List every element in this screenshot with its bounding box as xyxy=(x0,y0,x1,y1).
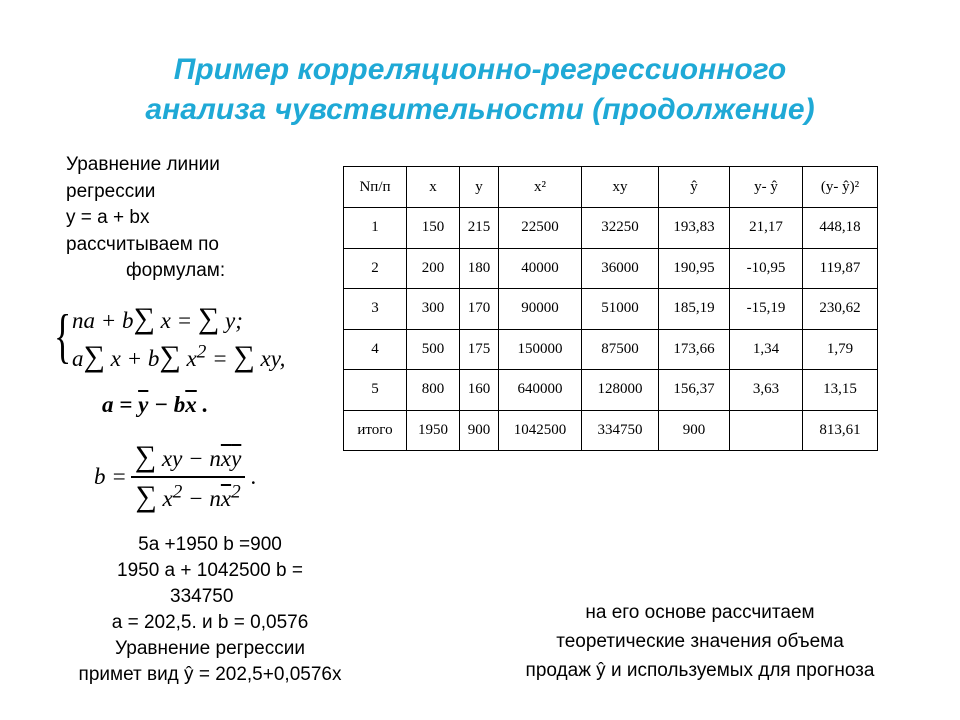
calc-line-6: примет вид ŷ = 202,5+0,0576x xyxy=(78,664,342,685)
table-cell: 500 xyxy=(407,329,460,370)
calculation-table xyxy=(343,166,878,451)
table-cell: 180 xyxy=(460,248,499,289)
table-cell: 21,17 xyxy=(730,208,803,249)
table-cell: 32250 xyxy=(582,208,659,249)
table-cell: 90000 xyxy=(499,289,582,330)
table-cell: 128000 xyxy=(582,370,659,411)
table-cell: 156,37 xyxy=(659,370,730,411)
table-cell: 51000 xyxy=(582,289,659,330)
formula-a: $a = \overline{y} - b\overline{x}$ . xyxy=(102,392,209,417)
header-xy: xy xyxy=(582,167,659,208)
header-y: y xyxy=(460,167,499,208)
table-row xyxy=(344,248,878,289)
table-cell: 190,95 xyxy=(659,248,730,289)
table-cell: 119,87 xyxy=(803,248,878,289)
table-row xyxy=(344,289,878,330)
table-cell: 13,15 xyxy=(803,370,878,411)
header-residual-squared: (y- ŷ)² xyxy=(803,167,878,208)
table-cell: -10,95 xyxy=(730,248,803,289)
table-cell: 900 xyxy=(659,410,730,451)
forecast-note xyxy=(470,598,930,685)
intro-line-4: рассчитываем по xyxy=(66,233,220,255)
system-brace: { xyxy=(54,303,72,369)
calc-line-2: 1950 a + 1042500 b = xyxy=(117,560,303,581)
header-x-squared: x² xyxy=(499,167,582,208)
table-cell: 3,63 xyxy=(730,370,803,411)
intro-line-2: регрессии xyxy=(66,180,156,202)
table-cell xyxy=(730,410,803,451)
table-cell: 22500 xyxy=(499,208,582,249)
calculation-text xyxy=(40,532,380,688)
table-cell: 300 xyxy=(407,289,460,330)
title-line-1: Пример корреляционно-регрессионного xyxy=(173,53,787,86)
table-cell: 150000 xyxy=(499,329,582,370)
header-number: Nп/п xyxy=(344,167,407,208)
header-residual: y- ŷ xyxy=(730,167,803,208)
calc-line-1: 5a +1950 b =900 xyxy=(138,534,282,555)
header-y-hat: ŷ xyxy=(659,167,730,208)
table-cell: 640000 xyxy=(499,370,582,411)
table-cell: 1,34 xyxy=(730,329,803,370)
table-cell: 1 xyxy=(344,208,407,249)
table-cell: 2 xyxy=(344,248,407,289)
note-line-1: на его основе рассчитаем xyxy=(585,602,815,623)
table-cell: 215 xyxy=(460,208,499,249)
note-line-2: теоретические значения объема xyxy=(556,631,844,652)
formula-b: b = $\frac{\sum xy - n\overline{x}\overline{y}}{\sum x^2 - n\overline{x}^2}$ . xyxy=(94,440,257,513)
table-cell: 173,66 xyxy=(659,329,730,370)
header-x: x xyxy=(407,167,460,208)
table-cell: 800 xyxy=(407,370,460,411)
table-cell: 900 xyxy=(460,410,499,451)
table-cell: 334750 xyxy=(582,410,659,451)
table-cell: 150 xyxy=(407,208,460,249)
intro-text xyxy=(66,152,316,285)
note-line-3: продаж ŷ и используемых для прогноза xyxy=(525,660,875,681)
table-cell: 175 xyxy=(460,329,499,370)
table-cell: 40000 xyxy=(499,248,582,289)
calc-line-4: a = 202,5. и b = 0,0576 xyxy=(111,612,309,633)
table-cell: 200 xyxy=(407,248,460,289)
table-cell: 193,83 xyxy=(659,208,730,249)
normal-equation-1: na + b∑ x = ∑ y; xyxy=(72,302,243,335)
table-cell: 87500 xyxy=(582,329,659,370)
table-cell: -15,19 xyxy=(730,289,803,330)
table-row xyxy=(344,329,878,370)
normal-equation-2: a∑ x + b∑ $x^2$ = ∑ xy, xyxy=(72,340,286,373)
table-row xyxy=(344,208,878,249)
table-cell: 1,79 xyxy=(803,329,878,370)
table-cell: 4 xyxy=(344,329,407,370)
table-cell: 185,19 xyxy=(659,289,730,330)
table-header-row xyxy=(344,167,878,208)
table-cell: 448,18 xyxy=(803,208,878,249)
table-cell: 3 xyxy=(344,289,407,330)
table-cell: 170 xyxy=(460,289,499,330)
table-total-row xyxy=(344,410,878,451)
table-cell: 1950 xyxy=(407,410,460,451)
table-cell: 5 xyxy=(344,370,407,411)
calc-line-5: Уравнение регрессии xyxy=(115,638,305,659)
table-cell: 160 xyxy=(460,370,499,411)
intro-line-3: y = a + bx xyxy=(66,207,150,228)
table-cell: 230,62 xyxy=(803,289,878,330)
table-cell: 1042500 xyxy=(499,410,582,451)
table-row xyxy=(344,370,878,411)
intro-line-5: формулам: xyxy=(126,260,226,281)
title-line-2: анализа чувствительности (продолжение) xyxy=(145,93,815,126)
table-cell: 813,61 xyxy=(803,410,878,451)
slide-title xyxy=(30,50,930,130)
table-cell: итого xyxy=(344,410,407,451)
table-cell: 36000 xyxy=(582,248,659,289)
intro-line-1: Уравнение линии xyxy=(66,154,220,175)
calc-line-3: 334750 xyxy=(170,586,234,607)
